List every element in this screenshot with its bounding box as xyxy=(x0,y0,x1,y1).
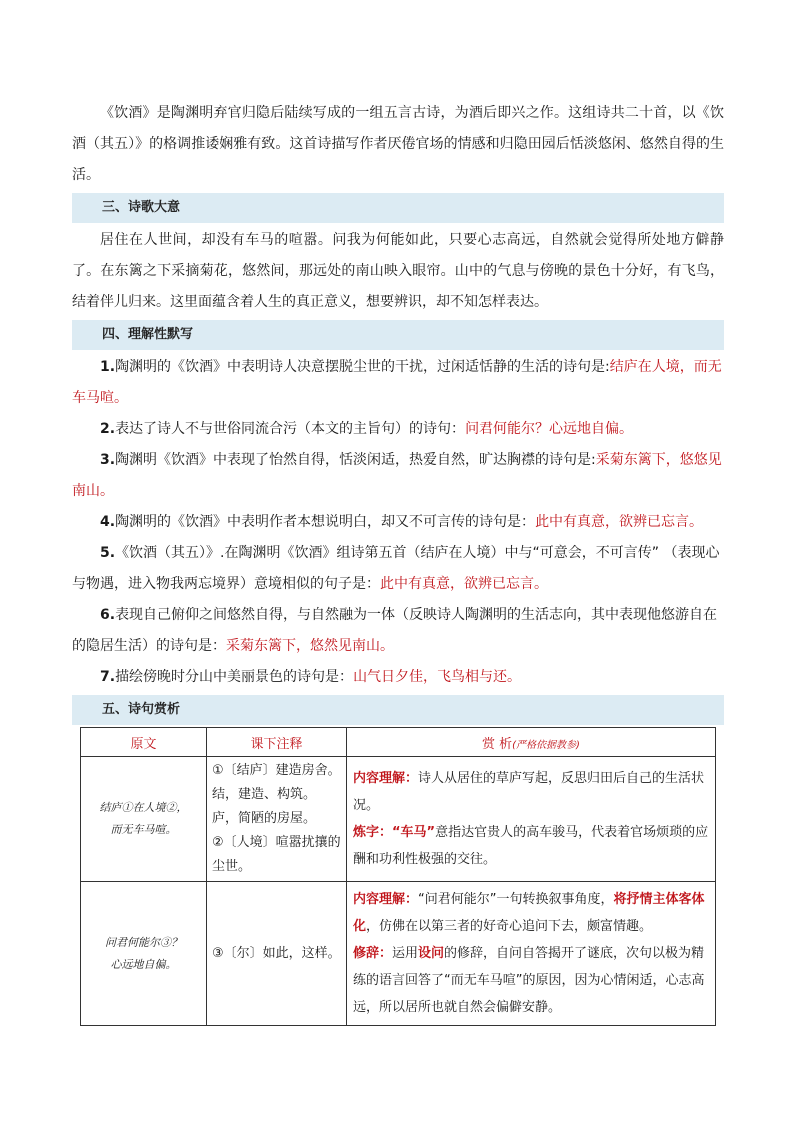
appreciation-table xyxy=(80,727,716,1026)
question-number: 3. xyxy=(100,452,116,468)
answer-text: 结庐在人境，而无车马喧。 xyxy=(72,359,722,406)
question-number: 4. xyxy=(100,514,116,530)
poem-meaning-paragraph: 居住在人世间，却没有车马的喧嚣。问我为何能如此，只要心志高远，自然就会觉得所处地方僻静了。在东篱之下采摘菊花，悠然间，那远处的南山映入眼帘。山中的气息与傍晚的景色十分好，有飞鸟，结着伴儿归来。这里面蕴含着人生的真正意义，想要辨识，却不知怎样表达。 xyxy=(72,232,724,310)
section-5-heading: 五、诗句赏析 xyxy=(72,695,724,725)
analysis-text: 运用 xyxy=(392,946,419,961)
question-text: 陶渊明的《饮酒》中表明诗人决意摆脱尘世的干扰，过闲适恬静的生活的诗句是: xyxy=(115,359,610,375)
analysis-tag: 内容理解： xyxy=(353,892,419,907)
question-number: 7. xyxy=(100,669,116,685)
analysis-text: ，仿佛在以第三者的好奇心追问下去，颇富情趣。 xyxy=(366,919,653,934)
question-number: 2. xyxy=(100,421,116,437)
question-text: 描绘傍晚时分山中美丽景色的诗句是： xyxy=(115,669,354,685)
answer-text: 问君何能尔？心远地自偏。 xyxy=(465,421,634,437)
section-3-heading: 三、诗歌大意 xyxy=(72,193,724,223)
notes-cell xyxy=(207,757,347,882)
analysis-cell xyxy=(347,882,716,1026)
answer-text: 采菊东篱下，悠悠见南山。 xyxy=(72,452,722,499)
question-3 xyxy=(72,445,724,507)
analysis-text: “问君何能尔”一句转换叙事角度， xyxy=(418,892,614,907)
header-analysis-label: 赏 析 xyxy=(482,736,513,752)
question-2 xyxy=(72,414,724,445)
poem-line: 结庐①在人境②， xyxy=(99,801,188,814)
answer-text: 采菊东篱下，悠然见南山。 xyxy=(226,638,394,654)
note-item: ①〔结庐〕建造房舍。结，建造、构筑。庐，简陋的房屋。 xyxy=(212,763,341,826)
poem-line: 问君何能尔③？ xyxy=(105,935,182,949)
header-analysis-note: (严格依据教参) xyxy=(512,739,580,751)
question-text: 表现自己俯仰之间悠然自得，与自然融为一体（反映诗人陶渊明的生活志向，其中表现他悠游自在的隐居生活）的诗句是： xyxy=(72,607,718,654)
question-4 xyxy=(72,507,724,538)
question-number: 6. xyxy=(100,607,116,623)
poem-line: 心远地自偏。 xyxy=(110,957,177,971)
answer-text: 此中有真意，欲辨已忘言。 xyxy=(380,576,548,592)
question-text: 《饮酒（其五）》.在陶渊明《饮酒》组诗第五首（结庐在人境）中与“可意会，不可言传” （表现心与物遇，进入物我两忘境界）意境相似的句子是： xyxy=(72,545,720,592)
question-1 xyxy=(72,352,724,414)
header-analysis xyxy=(347,728,716,757)
question-text: 表达了诗人不与世俗同流合污（本文的主旨句）的诗句： xyxy=(115,421,466,437)
analysis-keyword: 将抒情主体客体化 xyxy=(353,892,705,934)
section-4-heading: 四、理解性默写 xyxy=(72,320,724,350)
question-6 xyxy=(72,600,724,662)
analysis-item xyxy=(353,819,709,873)
poem-line: 而无车马喧。 xyxy=(110,823,177,836)
question-5 xyxy=(72,538,724,600)
intro-paragraph: 《饮酒》是陶渊明弃官归隐后陆续写成的一组五言古诗，为酒后即兴之作。这组诗共二十首，以《饮酒（其五）》的格调推诿娴雅有致。这首诗描写作者厌倦官场的情感和归隐田园后恬淡悠闲、悠然自得的生活。 xyxy=(72,105,724,183)
analysis-text: 的修辞，自问自答揭开了谜底，次句以极为精练的语言回答了“而无车马喧”的原因，因为心情闲适，心志高远，所以居所也就自然会偏僻安静。 xyxy=(353,946,705,1015)
original-text-cell xyxy=(81,757,207,882)
analysis-item xyxy=(353,765,709,819)
note-item: ②〔人境〕喧嚣扰攘的尘世。 xyxy=(212,835,341,874)
original-text-cell xyxy=(81,882,207,1026)
analysis-keyword: “车马” xyxy=(392,825,436,840)
note-item: ③〔尔〕如此，这样。 xyxy=(212,945,341,961)
analysis-item xyxy=(353,940,709,1021)
header-original: 原文 xyxy=(81,728,207,757)
analysis-text: 意指达官贵人的高车骏马，代表着官场烦琐的应酬和功利性极强的交往。 xyxy=(353,825,709,867)
analysis-cell xyxy=(347,757,716,882)
answer-text: 山气日夕佳，飞鸟相与还。 xyxy=(353,669,522,685)
analysis-tag: 炼字： xyxy=(353,825,393,840)
question-number: 5. xyxy=(100,545,116,561)
header-notes: 课下注释 xyxy=(207,728,347,757)
question-text: 陶渊明的《饮酒》中表明作者本想说明白，却又不可言传的诗句是： xyxy=(115,514,536,530)
question-7 xyxy=(72,662,724,693)
answer-text: 此中有真意，欲辨已忘言。 xyxy=(535,514,704,530)
table-row xyxy=(81,882,716,1026)
analysis-keyword: 设问 xyxy=(418,946,445,961)
analysis-text: 诗人从居住的草庐写起，反思归田后自己的生活状况。 xyxy=(353,771,705,813)
table-row xyxy=(81,757,716,882)
analysis-item xyxy=(353,886,709,940)
notes-cell xyxy=(207,882,347,1026)
table-header-row xyxy=(81,728,716,757)
question-number: 1. xyxy=(100,359,116,375)
analysis-tag: 内容理解： xyxy=(353,771,419,786)
question-text: 陶渊明《饮酒》中表现了怡然自得，恬淡闲适，热爱自然，旷达胸襟的诗句是: xyxy=(115,452,596,468)
page-content xyxy=(72,98,724,1026)
analysis-tag: 修辞： xyxy=(353,946,393,961)
